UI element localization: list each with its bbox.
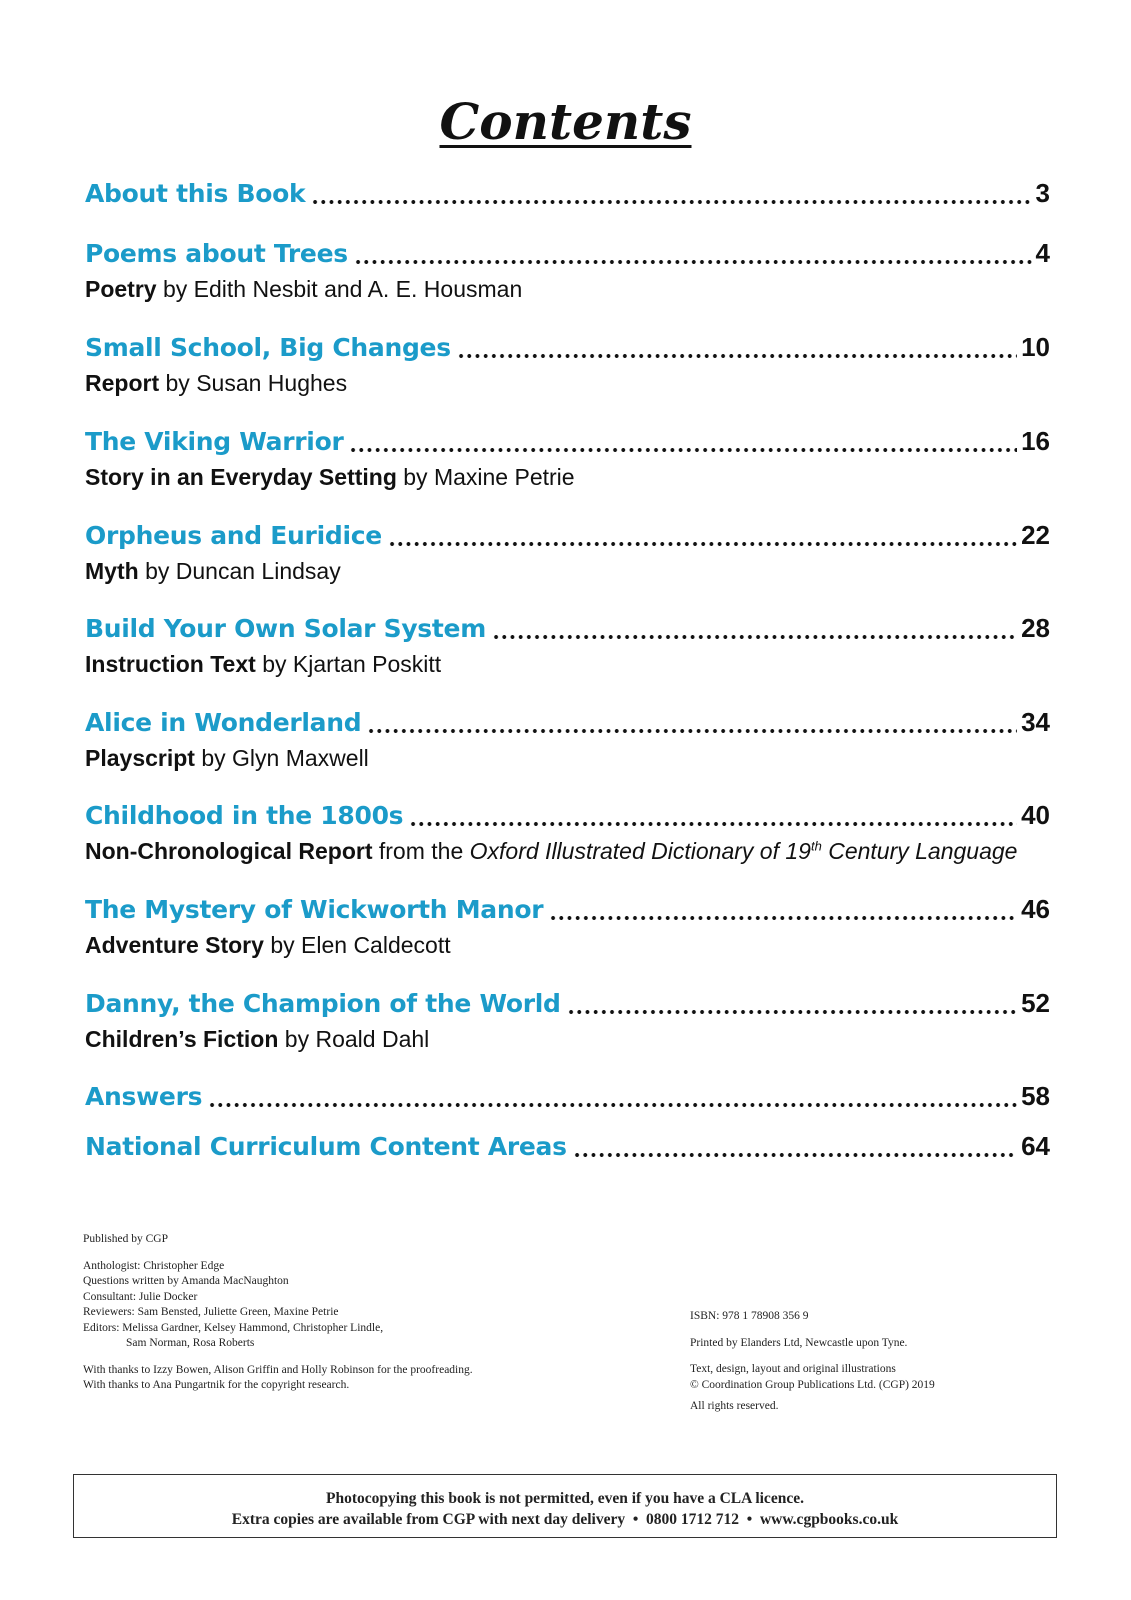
dot-leader (457, 353, 1017, 359)
toc-entry[interactable] (85, 800, 1050, 865)
page-number: 40 (1021, 800, 1050, 830)
editors-continued: Sam Norman, Rosa Roberts (126, 1337, 255, 1349)
genre: Playscript (85, 745, 195, 771)
genre: Non-Chronological Report (85, 838, 373, 864)
author: Elen Caldecott (301, 932, 451, 958)
page-number: 3 (1035, 178, 1050, 208)
isbn: ISBN: 978 1 78908 356 9 (690, 1310, 809, 1322)
entry-subtitle (85, 1026, 1050, 1053)
photocopy-notice (73, 1474, 1057, 1538)
toc-entry[interactable] (85, 894, 1050, 959)
toc-entry[interactable] (85, 613, 1050, 678)
published-by: Published by CGP (83, 1233, 168, 1245)
page-number: 34 (1021, 707, 1050, 737)
entry-subtitle (85, 276, 1050, 303)
entry-title[interactable]: The Mystery of Wickworth Manor (85, 895, 544, 924)
editors: Editors: Melissa Gardner, Kelsey Hammond, Christopher Lindle, (83, 1321, 384, 1334)
entry-subtitle (85, 745, 1050, 772)
page-title: Contents (439, 92, 692, 151)
page-number: 16 (1021, 426, 1050, 456)
entry-title[interactable]: Small School, Big Changes (85, 333, 451, 362)
connector: from the (378, 838, 464, 864)
entry-subtitle (85, 651, 1050, 678)
genre: Story in an Everyday Setting (85, 464, 397, 490)
reviewers: Reviewers: Sam Bensted, Juliette Green, Maxine Petrie (83, 1306, 339, 1318)
connector: by (403, 464, 428, 490)
connector: by (165, 370, 190, 396)
questions-author: Questions written by Amanda MacNaughton (83, 1275, 289, 1287)
dot-leader (573, 1152, 1017, 1158)
dot-leader (349, 447, 1017, 453)
dot-leader (492, 634, 1017, 640)
connector: by (201, 745, 226, 771)
author: Glyn Maxwell (232, 745, 369, 771)
connector: by (284, 1026, 310, 1052)
connector: by (262, 651, 287, 677)
entry-title[interactable]: Orpheus and Euridice (85, 521, 382, 550)
page-number: 58 (1021, 1081, 1050, 1111)
entry-title[interactable]: Alice in Wonderland (85, 708, 362, 737)
entry-title[interactable]: Build Your Own Solar System (85, 614, 486, 643)
author: Kjartan Poskitt (292, 651, 442, 677)
toc-entry[interactable] (85, 1081, 1050, 1115)
author: Edith Nesbit and A. E. Housman (193, 276, 523, 302)
toc-entry[interactable] (85, 707, 1050, 772)
entry-title[interactable]: The Viking Warrior (85, 427, 344, 456)
source-title: Oxford Illustrated Dictionary of 19th Century Language (469, 838, 1018, 864)
dot-leader (311, 199, 1031, 205)
page-number: 46 (1021, 894, 1050, 924)
anthologist: Anthologist: Christopher Edge (83, 1259, 225, 1272)
rights-reserved: All rights reserved. (690, 1400, 779, 1412)
entry-subtitle (85, 838, 1050, 865)
entry-subtitle (85, 932, 1050, 959)
genre: Adventure Story (85, 932, 264, 958)
printer: Printed by Elanders Ltd, Newcastle upon Tyne. (690, 1336, 908, 1349)
page-number: 52 (1021, 988, 1050, 1018)
dot-leader (208, 1102, 1017, 1108)
entry-title[interactable]: Danny, the Champion of the World (85, 989, 561, 1018)
entry-title[interactable]: National Curriculum Content Areas (85, 1132, 567, 1161)
thanks-proofreading: With thanks to Izzy Bowen, Alison Griffin and Holly Robinson for the proofreading. (83, 1363, 473, 1376)
page-number: 22 (1021, 520, 1050, 550)
author: Roald Dahl (315, 1026, 430, 1052)
notice-line-2: Extra copies are available from CGP with next day delivery • 0800 1712 712 • www.cgpbooks.co.uk (231, 1511, 899, 1528)
entry-subtitle (85, 464, 1050, 491)
page-number: 4 (1035, 238, 1050, 268)
toc-entry[interactable] (85, 1131, 1050, 1165)
genre: Myth (85, 558, 139, 584)
entry-title[interactable]: Poems about Trees (85, 239, 348, 268)
copyright-line-1: Text, design, layout and original illustrations (690, 1363, 896, 1375)
toc-entry[interactable] (85, 988, 1050, 1053)
dot-leader (567, 1009, 1017, 1015)
author: Maxine Petrie (433, 464, 575, 490)
entry-title[interactable]: Childhood in the 1800s (85, 801, 404, 830)
genre: Children’s Fiction (85, 1026, 279, 1052)
author: Susan Hughes (196, 370, 348, 396)
dot-leader (367, 728, 1017, 734)
dot-leader (388, 541, 1017, 547)
dot-leader (409, 821, 1017, 827)
genre: Report (85, 370, 160, 396)
publication-info (690, 1309, 935, 1415)
dot-leader (354, 259, 1032, 265)
genre: Instruction Text (85, 651, 256, 677)
genre: Poetry (85, 276, 157, 302)
entry-subtitle (85, 558, 1050, 585)
toc-entry[interactable] (85, 426, 1050, 491)
entry-title[interactable]: Answers (85, 1082, 203, 1111)
author: Duncan Lindsay (175, 558, 341, 584)
copyright-line-2: © Coordination Group Publications Ltd. (CGP) 2019 (690, 1378, 935, 1391)
toc-entry[interactable] (85, 178, 1050, 212)
connector: by (162, 276, 188, 302)
connector: by (270, 932, 295, 958)
toc-entry[interactable] (85, 238, 1050, 303)
page-number: 10 (1021, 332, 1050, 362)
entry-title[interactable]: About this Book (85, 179, 306, 208)
consultant: Consultant: Julie Docker (83, 1290, 198, 1303)
dot-leader (549, 915, 1017, 921)
credits-block (83, 1232, 473, 1394)
notice-line-1: Photocopying this book is not permitted, even if you have a CLA licence. (326, 1490, 804, 1507)
toc-entry[interactable] (85, 332, 1050, 397)
connector: by (145, 558, 170, 584)
entry-subtitle (85, 370, 1050, 397)
page-number: 28 (1021, 613, 1050, 643)
thanks-copyright: With thanks to Ana Pungartnik for the copyright research. (83, 1379, 350, 1391)
toc-entry[interactable] (85, 520, 1050, 585)
page-number: 64 (1021, 1131, 1050, 1161)
